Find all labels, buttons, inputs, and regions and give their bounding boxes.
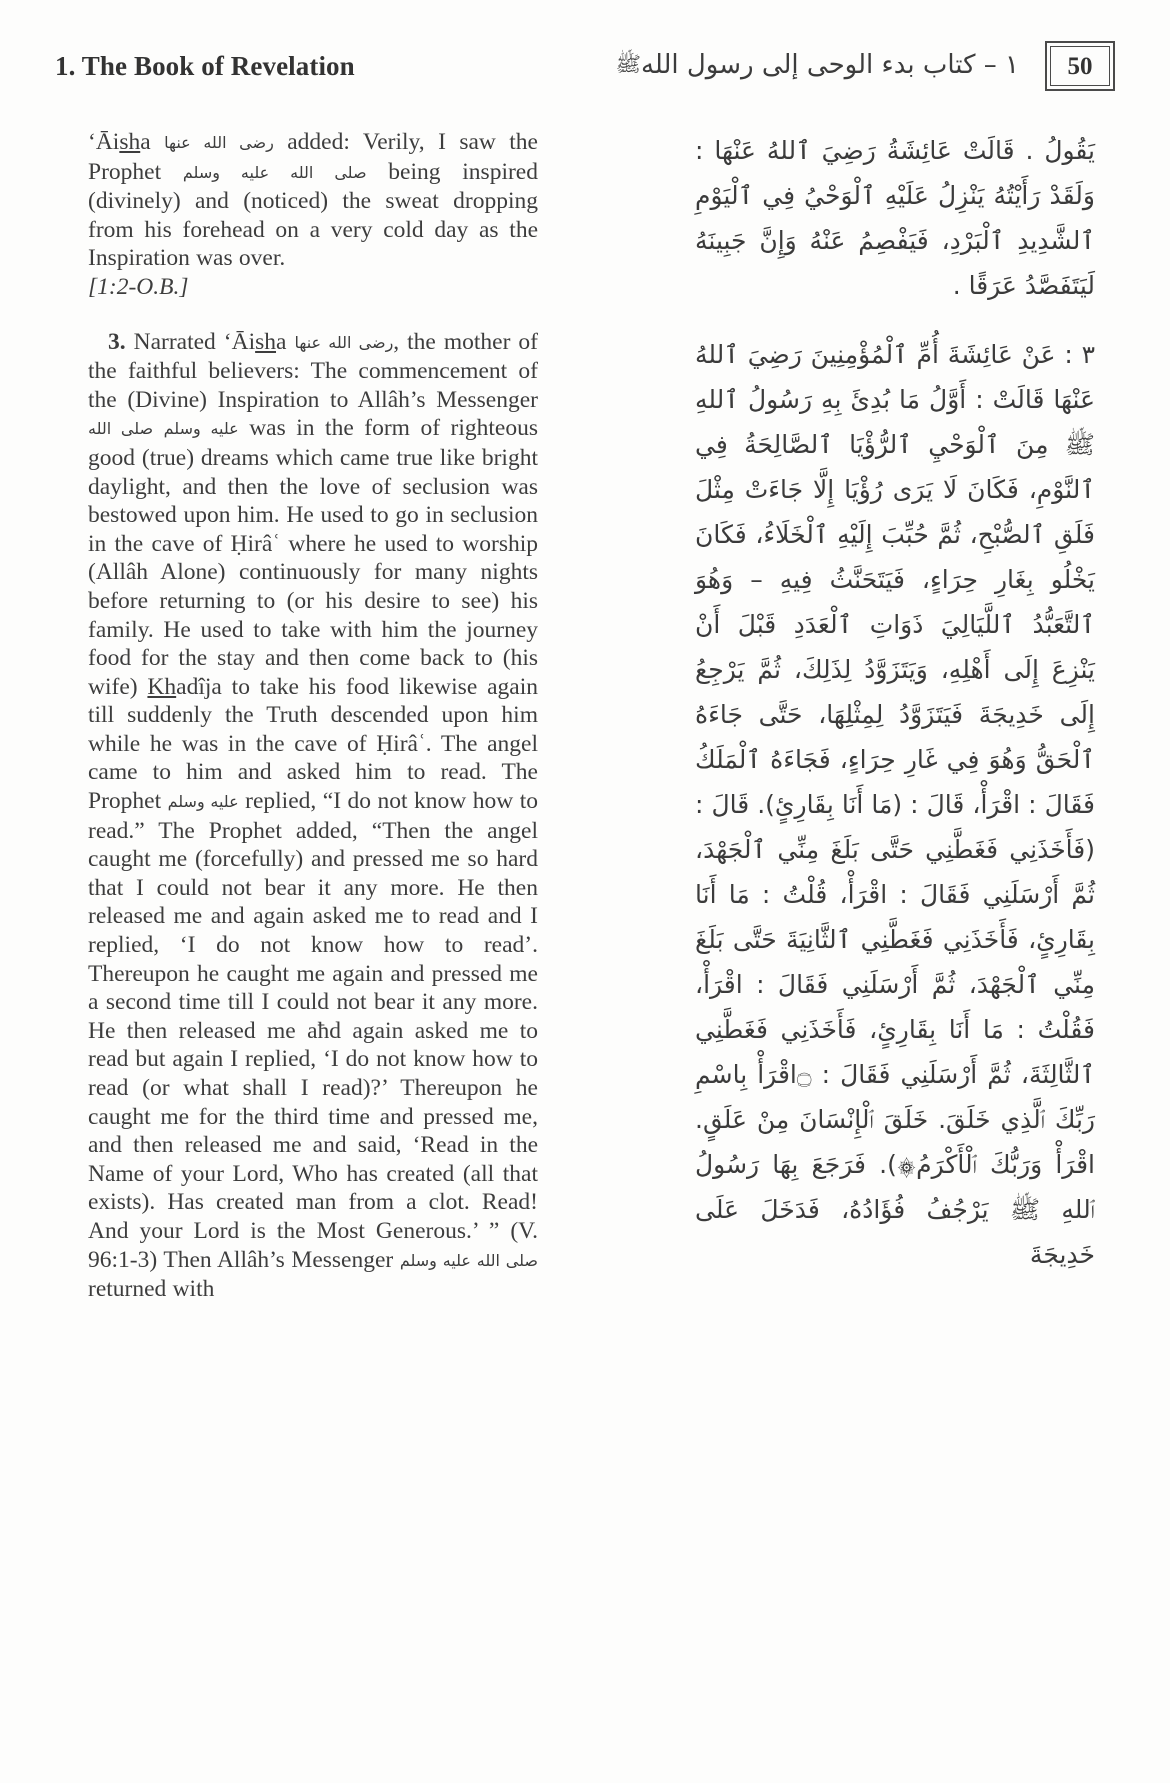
honorific-sallallahu-part1: صلى الله: [88, 419, 154, 439]
arabic-paragraph-3: [695, 332, 1095, 1277]
page-number-box-inner: [1050, 46, 1110, 86]
page-title-arabic: [616, 50, 1019, 82]
arabic-column: [695, 128, 1095, 1277]
khadija-name-suffix: adîja: [176, 673, 222, 700]
header-right-group: [616, 41, 1115, 91]
hadith-body-1: was in the form of righteous good (true) dreams which came true like bright daylight, and then the love of seclusion was bestowed upon him. He used to go in seclusion in the cave of Ḥirâʿ where he used to worship (Allâh Alone) continuously for many nights before returning to (or his desire to see) his family. He used to take with him the journey food for the stay and then come back to (his wife): [88, 415, 538, 700]
aisha-name-suffix: a: [140, 129, 151, 155]
arabic-title-text: ١ – كتاب بدء الوحى إلى رسول الله: [640, 50, 1019, 80]
page-number: 50: [1067, 52, 1093, 80]
honorific-sallallahu-tiny: صلى الله عليه وسلم: [399, 1250, 538, 1270]
page-title-english: 1. The Book of Revelation: [55, 50, 355, 81]
english-column: [88, 128, 538, 1304]
page-number-box: [1045, 41, 1115, 91]
aisha-name-underlined: sh: [119, 129, 141, 155]
aisha-name-prefix: ‘Āi: [88, 129, 120, 155]
aisha-name-suffix-2: a: [276, 328, 295, 355]
honorific-sallallahu-alayhi-wasallam: صلى الله عليه وسلم: [182, 162, 367, 182]
page-columns: [0, 128, 1170, 1783]
arabic-paragraph-1: يَقُولُ . قَالَتْ عَائِشَةُ رَضِيَ ٱللهُ عَنْهَا : وَلَقَدْ رَأَيْتُهُ يَنْزِلُ عَلَيْهِ ٱلْوَحْيُ فِي ٱلْيَوْمِ ٱلشَّدِيدِ ٱلْبَرْدِ، فَيَفْصِمُ عَنْهُ وَإِنَّ جَبِينَهُ لَيَتَفَصَّدُ عَرَقًا .: [695, 136, 1095, 300]
hadith-lead-in: Narrated ‘Āi: [125, 328, 256, 355]
khadija-name-underlined: Kh: [147, 673, 177, 700]
hadith-body-2: to take his food likewise again till suddenly the Truth descended upon him while he was in the cave of Ḥirâʿ. The angel came to him and asked him to read. The Prophet: [88, 673, 538, 815]
honorific-radiallahu-anha: رضى الله عنها: [164, 133, 274, 152]
arabic-hadith-body: : عَنْ عَائِشَةَ أُمِّ ٱلْمُؤْمِنِينَ رَضِيَ ٱللهُ عَنْهَا قَالَتْ : أَوَّلُ مَا بُدِئَ بِهِ رَسُولُ ٱللهِ ﷺ مِنَ ٱلْوَحْيِ ٱلرُّؤْيَا ٱلصَّالِحَةُ فِي ٱلنَّوْمِ، فَكَانَ لَا يَرَى رُؤْيَا إِلَّا جَاءَتْ مِثْلَ فَلَقِ ٱلصُّبْحِ، ثُمَّ حُبِّبَ إِلَيْهِ ٱلْخَلَاءُ، فَكَانَ يَخْلُو بِغَارِ حِرَاءٍ، فَيَتَحَنَّثُ فِيهِ – وَهُوَ ٱلتَّعَبُّدُ ٱللَّيَالِيَ ذَوَاتِ ٱلْعَدَدِ قَبْلَ أَنْ يَنْزِعَ إِلَى أَهْلِهِ، وَيَتَزَوَّدُ لِذَلِكَ، ثُمَّ يَرْجِعُ إِلَى خَدِيجَةَ فَيَتَزَوَّدُ لِمِثْلِهَا، حَتَّى جَاءَهُ ٱلْحَقُّ وَهُوَ فِي غَارِ حِرَاءٍ، فَجَاءَهُ ٱلْمَلَكُ فَقَالَ : اقْرَأْ، قَالَ : (مَا أَنَا بِقَارِئٍ). قَالَ : (فَأَخَذَنِي فَغَطَّنِي حَتَّى بَلَغَ مِنِّي ٱلْجَهْدَ، ثُمَّ أَرْسَلَنِي فَقَالَ : اقْرَأْ، قُلْتُ : مَا أَنَا بِقَارِئٍ، فَأَخَذَنِي فَغَطَّنِي ٱلثَّانِيَةَ حَتَّى بَلَغَ مِنِّي ٱلْجَهْدَ، ثُمَّ أَرْسَلَنِي فَقَالَ : اقْرَأْ، فَقُلْتُ : مَا أَنَا بِقَارِئٍ، فَأَخَذَنِي فَغَطَّنِي ٱلثَّالِثَةَ، ثُمَّ أَرْسَلَنِي فَقَالَ : ۝اقْرَأْ بِاسْمِ رَبِّكَ ٱلَّذِي خَلَقَ. خَلَقَ ٱلْإِنْسَانَ مِنْ عَلَقٍ. اقْرَأْ وَرَبُّكَ ٱلْأَكْرَمُ۞). فَرَجَعَ بِهَا رَسُولُ ٱللهِ ﷺ يَرْجُفُ فُؤَادُهُ، فَدَخَلَ عَلَى خَدِيجَةَ: [695, 340, 1095, 1269]
english-para1-segment3: being inspired (divinely) and (noticed) the sweat dropping from his forehead on a very cold day as the Inspiration was over.: [88, 158, 538, 272]
honorific-sallallahu-short: عليه وسلم: [167, 792, 239, 812]
honorific-sallallahu-part2: عليه وسلم: [163, 419, 239, 439]
arabic-hadith-number: ٣: [1081, 340, 1095, 369]
english-paragraph-aisha-added: [88, 128, 538, 302]
hadith-body-4: returned with: [88, 1276, 215, 1303]
hadith-body-3: replied, “I do not know how to read.” The Prophet added, “Then the angel caught me (forcefully) and pressed me so hard that I could not bear it any more. He then released me and again asked me to read and I replied, ‘I do not know how to read’. Thereupon he caught me again and pressed me a second time till I could not bear it any more. He then released me aħd again asked me to read but again I replied, ‘I do not know how to read (or what shall I read)?’ Thereupon he caught me for the third time and pressed me, and then released me and said, ‘Read in the Name of your Lord, Who has created (all that exists). Has created man from a clot. Read! And your Lord is the Most Generous.’ ” (V. 96:1-3) Then Allâh’s Messenger: [88, 788, 538, 1273]
hadith-number: 3.: [108, 328, 126, 355]
reference-note: [1:2-O.B.]: [88, 273, 189, 300]
hadith-after-honorific: , the mother of the faithful believers: The commencement of the (Divine) Inspiration to Allâh’s Messenger: [88, 328, 538, 413]
english-para1-segment2: added: Verily, I saw the Prophet: [88, 129, 538, 185]
aisha-name-underlined-2: sh: [255, 328, 277, 355]
english-paragraph-hadith-3: [88, 328, 538, 1304]
page-header: [55, 38, 1115, 94]
salawat-icon: ﷺ: [615, 52, 641, 76]
honorific-radiallahu-anha-2: رضى الله عنها: [294, 332, 394, 352]
